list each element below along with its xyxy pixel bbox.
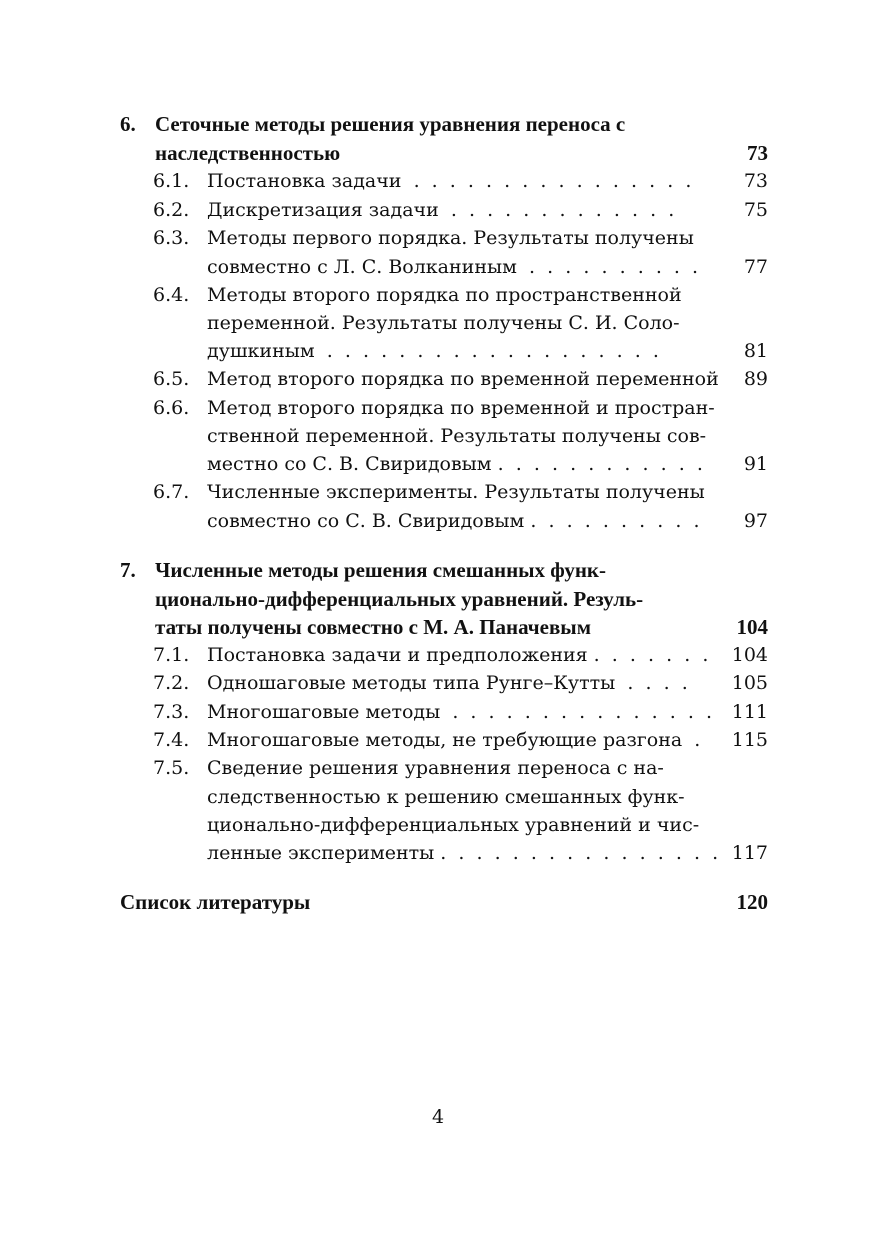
section-number: 6.2. bbox=[153, 199, 190, 221]
section-page: 104 bbox=[731, 644, 768, 666]
section-title: Многошаговые методы, не требующие разгона . bbox=[207, 729, 701, 751]
chapter-6-heading[interactable] bbox=[0, 110, 876, 138]
section-title: Метод второго порядка по временной переменной bbox=[207, 368, 719, 390]
toc-entry-6-7-cont[interactable] bbox=[0, 507, 876, 535]
toc-entry-6-5[interactable] bbox=[0, 365, 876, 393]
section-title: ственной переменной. Результаты получены сов- bbox=[207, 425, 707, 447]
toc-entry-7-5-cont[interactable] bbox=[0, 811, 876, 839]
section-title: ленные эксперименты . . . . . . . . . . . . . . . . bbox=[207, 842, 719, 864]
section-title: Многошаговые методы . . . . . . . . . . . . . . . bbox=[207, 701, 713, 723]
section-title: переменной. Результаты получены С. И. Соло- bbox=[207, 312, 680, 334]
toc-entry-7-4[interactable] bbox=[0, 726, 876, 754]
chapter-title-line: ционально-дифференциальных уравнений. Резуль- bbox=[155, 587, 644, 611]
bibliography-entry[interactable] bbox=[0, 888, 876, 916]
section-page: 111 bbox=[731, 701, 768, 723]
bibliography-page: 120 bbox=[736, 890, 768, 914]
section-title: душкиным . . . . . . . . . . . . . . . . . . . bbox=[207, 340, 659, 362]
section-title: следственностью к решению смешанных функ- bbox=[207, 786, 685, 808]
toc-entry-6-4-cont[interactable] bbox=[0, 309, 876, 337]
toc-entry-6-3[interactable] bbox=[0, 224, 876, 252]
section-number: 6.1. bbox=[153, 170, 190, 192]
toc-entry-7-5[interactable] bbox=[0, 754, 876, 782]
section-page: 117 bbox=[731, 842, 768, 864]
toc-entry-7-5-cont[interactable] bbox=[0, 783, 876, 811]
section-number: 7.4. bbox=[153, 729, 190, 751]
page-number: 4 bbox=[431, 1106, 445, 1128]
section-title: Одношаговые методы типа Рунге–Кутты . . . . bbox=[207, 672, 688, 694]
section-number: 7.2. bbox=[153, 672, 190, 694]
section-page: 97 bbox=[743, 510, 768, 532]
section-number: 6.5. bbox=[153, 368, 190, 390]
section-number: 7.1. bbox=[153, 644, 190, 666]
toc-entry-7-5-cont[interactable] bbox=[0, 839, 876, 867]
chapter-7-heading[interactable] bbox=[0, 556, 876, 584]
toc-entry-6-6[interactable] bbox=[0, 394, 876, 422]
section-number: 6.3. bbox=[153, 227, 190, 249]
chapter-number: 7. bbox=[120, 558, 136, 582]
section-title: Численные эксперименты. Результаты получены bbox=[207, 481, 705, 503]
section-title: ционально-дифференциальных уравнений и чис- bbox=[207, 814, 700, 836]
section-page: 105 bbox=[731, 672, 768, 694]
section-page: 115 bbox=[731, 729, 768, 751]
section-title: совместно с Л. С. Волканиным . . . . . . . . . . bbox=[207, 256, 699, 278]
toc-entry-6-4-cont[interactable] bbox=[0, 337, 876, 365]
section-page: 89 bbox=[743, 368, 768, 390]
section-number: 6.6. bbox=[153, 397, 190, 419]
section-number: 7.3. bbox=[153, 701, 190, 723]
toc-entry-7-2[interactable] bbox=[0, 669, 876, 697]
section-page: 73 bbox=[743, 170, 768, 192]
toc-entry-6-3-cont[interactable] bbox=[0, 253, 876, 281]
toc-entry-6-2[interactable] bbox=[0, 196, 876, 224]
toc-entry-7-3[interactable] bbox=[0, 698, 876, 726]
section-page: 91 bbox=[743, 453, 768, 475]
section-page: 77 bbox=[743, 256, 768, 278]
section-title: Сведение решения уравнения переноса с на- bbox=[207, 757, 664, 779]
section-number: 6.7. bbox=[153, 481, 190, 503]
toc-entry-6-6-cont[interactable] bbox=[0, 450, 876, 478]
section-page: 75 bbox=[743, 199, 768, 221]
chapter-title-line: Численные методы решения смешанных функ- bbox=[155, 558, 607, 582]
section-title: Постановка задачи . . . . . . . . . . . . . . . . bbox=[207, 170, 692, 192]
section-title: местно со С. В. Свиридовым . . . . . . . . . . . . bbox=[207, 453, 703, 475]
toc-entry-6-7[interactable] bbox=[0, 478, 876, 506]
chapter-7-heading-cont[interactable] bbox=[0, 585, 876, 613]
toc-entry-6-4[interactable] bbox=[0, 281, 876, 309]
chapter-title-line: Сеточные методы решения уравнения переноса с bbox=[155, 112, 626, 136]
section-title: Метод второго порядка по временной и простран- bbox=[207, 397, 715, 419]
section-title: Методы второго порядка по пространственной bbox=[207, 284, 682, 306]
chapter-7-heading-cont[interactable] bbox=[0, 613, 876, 641]
section-title: Дискретизация задачи . . . . . . . . . . . . . bbox=[207, 199, 675, 221]
chapter-title-line: наследственностью bbox=[155, 141, 341, 165]
section-number: 7.5. bbox=[153, 757, 190, 779]
section-title: Методы первого порядка. Результаты получены bbox=[207, 227, 694, 249]
section-title: совместно со С. В. Свиридовым . . . . . . . . . . bbox=[207, 510, 700, 532]
bibliography-title: Список литературы bbox=[120, 890, 311, 914]
chapter-page: 104 bbox=[736, 615, 768, 639]
chapter-6-heading-cont[interactable] bbox=[0, 139, 876, 167]
toc-entry-7-1[interactable] bbox=[0, 641, 876, 669]
toc-entry-6-6-cont[interactable] bbox=[0, 422, 876, 450]
chapter-number: 6. bbox=[120, 112, 136, 136]
section-page: 81 bbox=[743, 340, 768, 362]
toc-entry-6-1[interactable] bbox=[0, 167, 876, 195]
chapter-page: 73 bbox=[747, 141, 768, 165]
chapter-title-line: таты получены совместно с М. А. Паначевым bbox=[155, 615, 592, 639]
section-number: 6.4. bbox=[153, 284, 190, 306]
section-title: Постановка задачи и предположения . . . . . . . bbox=[207, 644, 709, 666]
